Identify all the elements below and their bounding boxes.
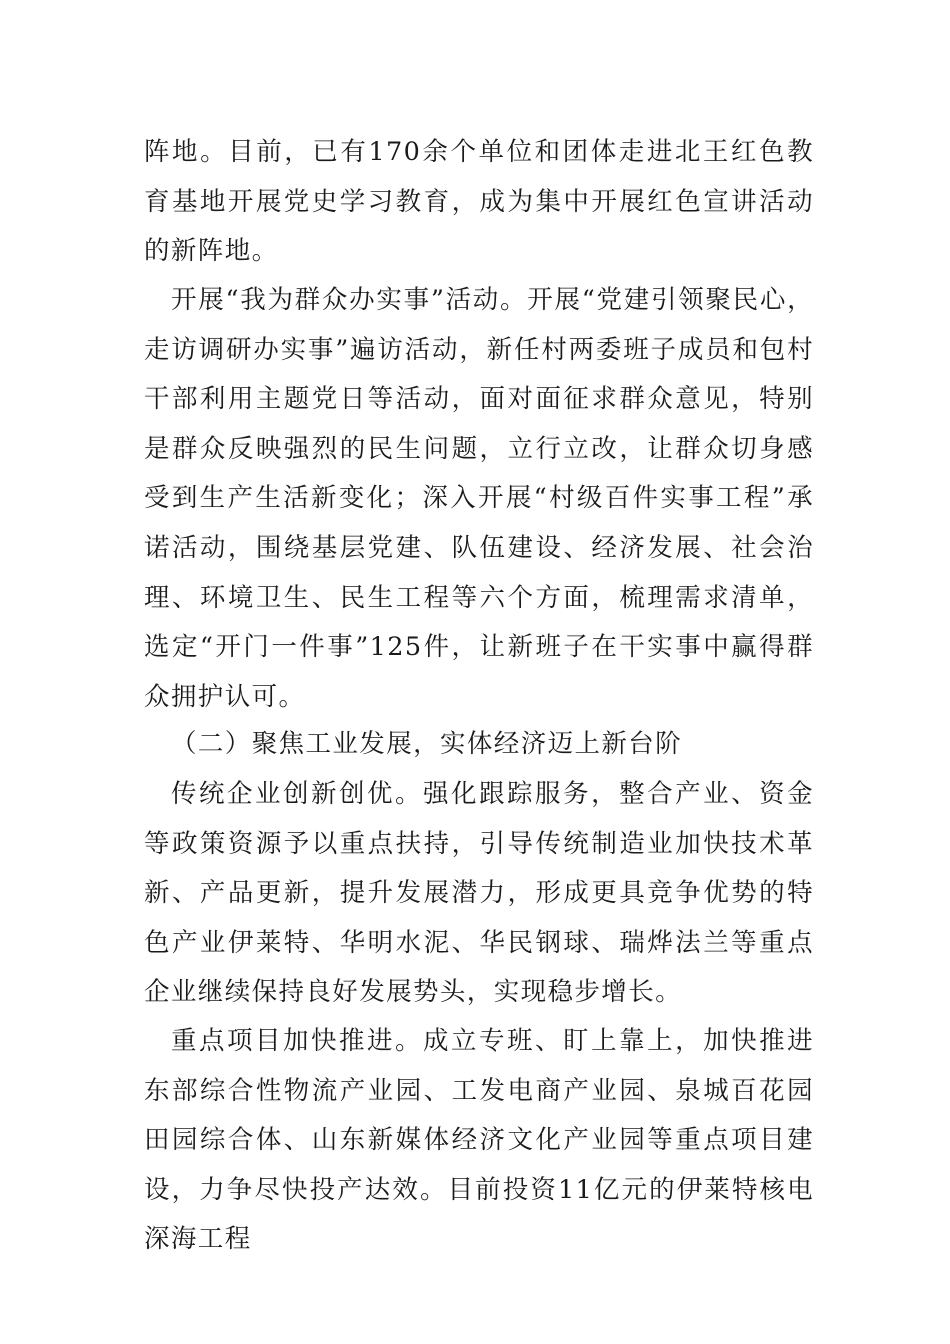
paragraph-traditional-enterprises	[144, 770, 814, 1018]
paragraph-text: 传统企业创新创优。强化跟踪服务，整合产业、资金等政策资源予以重点扶持，引导传统制造业加快技术革新、产品更新，提升发展潜力，形成更具竞争优势的特色产业伊莱特、华明水泥、华民钢球、瑞烨法兰等重点企业继续保持良好发展势头，实现稳步增长。	[144, 779, 814, 1008]
paragraph-key-projects	[144, 1017, 814, 1265]
paragraph-text: 重点项目加快推进。成立专班、盯上靠上，加快推进东部综合性物流产业园、工发电商产业园、泉城百花园田园综合体、山东新媒体经济文化产业园等重点项目建设，力争尽快投产达效。目前投资11亿元的伊莱特核电深海工程	[144, 1026, 814, 1255]
section-heading	[144, 720, 814, 770]
paragraph-text: 开展“我为群众办实事”活动。开展“党建引领聚民心，走访调研办实事”遍访活动，新任村两委班子成员和包村干部利用主题党日等活动，面对面征求群众意见，特别是群众反映强烈的民生问题，立行立改，让群众切身感受到生产生活新变化；深入开展“村级百件实事工程”承诺活动，围绕基层党建、队伍建设、经济发展、社会治理、环境卫生、民生工程等六个方面，梳理需求清单，选定“开门一件事”125件，让新班子在干实事中赢得群众拥护认可。	[144, 285, 814, 712]
paragraph-continuation	[144, 128, 814, 277]
section-heading-text: （二）聚焦工业发展，实体经济迈上新台阶	[171, 729, 683, 759]
paragraph-volunteer-service	[144, 276, 814, 722]
paragraph-text: 阵地。目前，已有170余个单位和团体走进北王红色教育基地开展党史学习教育，成为集中开展红色宣讲活动的新阵地。	[144, 137, 814, 267]
